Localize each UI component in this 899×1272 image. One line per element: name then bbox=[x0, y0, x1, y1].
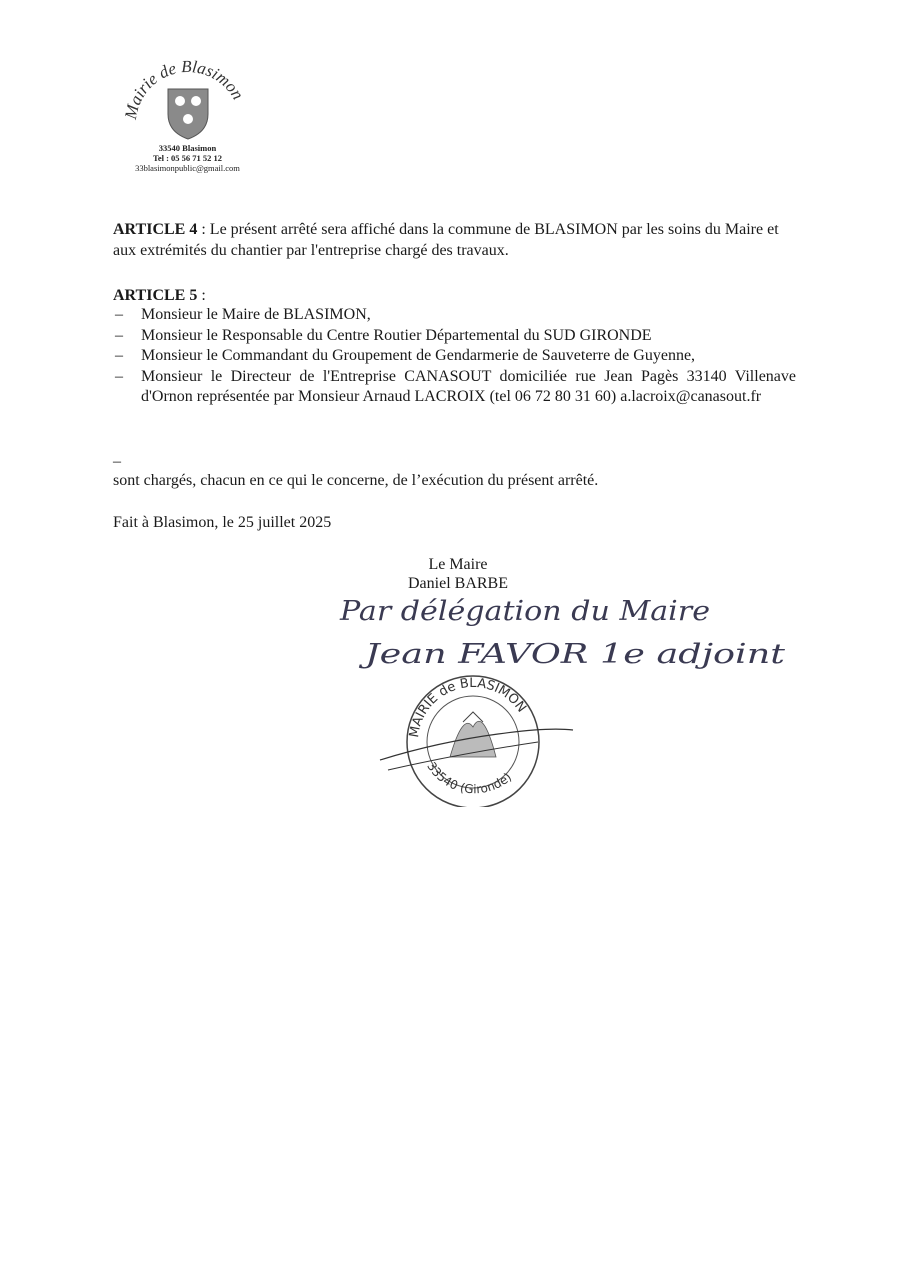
closing-sentence: sont chargés, chacun en ce qui le concerne, de l’exécution du présent arrêté. bbox=[113, 472, 599, 489]
list-item: – Monsieur le Directeur de l'Entreprise CANASOUT domiciliée rue Jean Pagès 33140 Villenave d'Ornon représentée par Monsieur Arnaud LACROIX (tel 06 72 80 31 60) a.lacroix@canasout.fr bbox=[113, 367, 796, 408]
signatory-title: Le Maire bbox=[428, 556, 488, 573]
svg-text:33540 (Gironde) bbox=[424, 760, 514, 797]
article-4-paragraph bbox=[113, 219, 796, 261]
article-4-label: ARTICLE 4 bbox=[113, 221, 198, 238]
article-5-list bbox=[113, 305, 796, 408]
stamp-top-text: MAIRIE de BLASIMON bbox=[407, 675, 529, 739]
logo-arc-text: Mairie de Blasimon bbox=[121, 56, 248, 121]
list-item: – Monsieur le Responsable du Centre Routier Départemental du SUD GIRONDE bbox=[113, 326, 796, 347]
official-stamp bbox=[378, 672, 578, 807]
letterhead-email: 33blasimonpublic@gmail.com bbox=[135, 163, 240, 173]
article-5-label: ARTICLE 5 bbox=[113, 287, 198, 304]
letterhead-phone: Tel : 05 56 71 52 12 bbox=[152, 153, 223, 163]
mairie-logo bbox=[118, 44, 258, 144]
article-4-text: : Le présent arrêté sera affiché dans la commune de BLASIMON par les soins du Maire et aux extrémités du chantier par l'entreprise chargé des travaux. bbox=[113, 221, 779, 259]
trailing-dash: – bbox=[113, 453, 121, 470]
letterhead-postal: 33540 Blasimon bbox=[158, 143, 217, 153]
list-item: – Monsieur le Maire de BLASIMON, bbox=[113, 305, 796, 326]
handwritten-line-2: Jean FAVOR 1e adjoint bbox=[358, 639, 786, 670]
article-5-heading: ARTICLE 5 : bbox=[113, 287, 206, 304]
place-and-date: Fait à Blasimon, le 25 juillet 2025 bbox=[113, 514, 332, 531]
list-item: – Monsieur le Commandant du Groupement de Gendarmerie de Sauveterre de Guyenne, bbox=[113, 346, 796, 367]
signatory-name: Daniel BARBE bbox=[408, 575, 508, 592]
handwritten-line-1: Par délégation du Maire bbox=[338, 596, 710, 627]
stamp-bottom-text: 33540 (Gironde) bbox=[424, 759, 515, 797]
letterhead-contact bbox=[100, 143, 275, 173]
